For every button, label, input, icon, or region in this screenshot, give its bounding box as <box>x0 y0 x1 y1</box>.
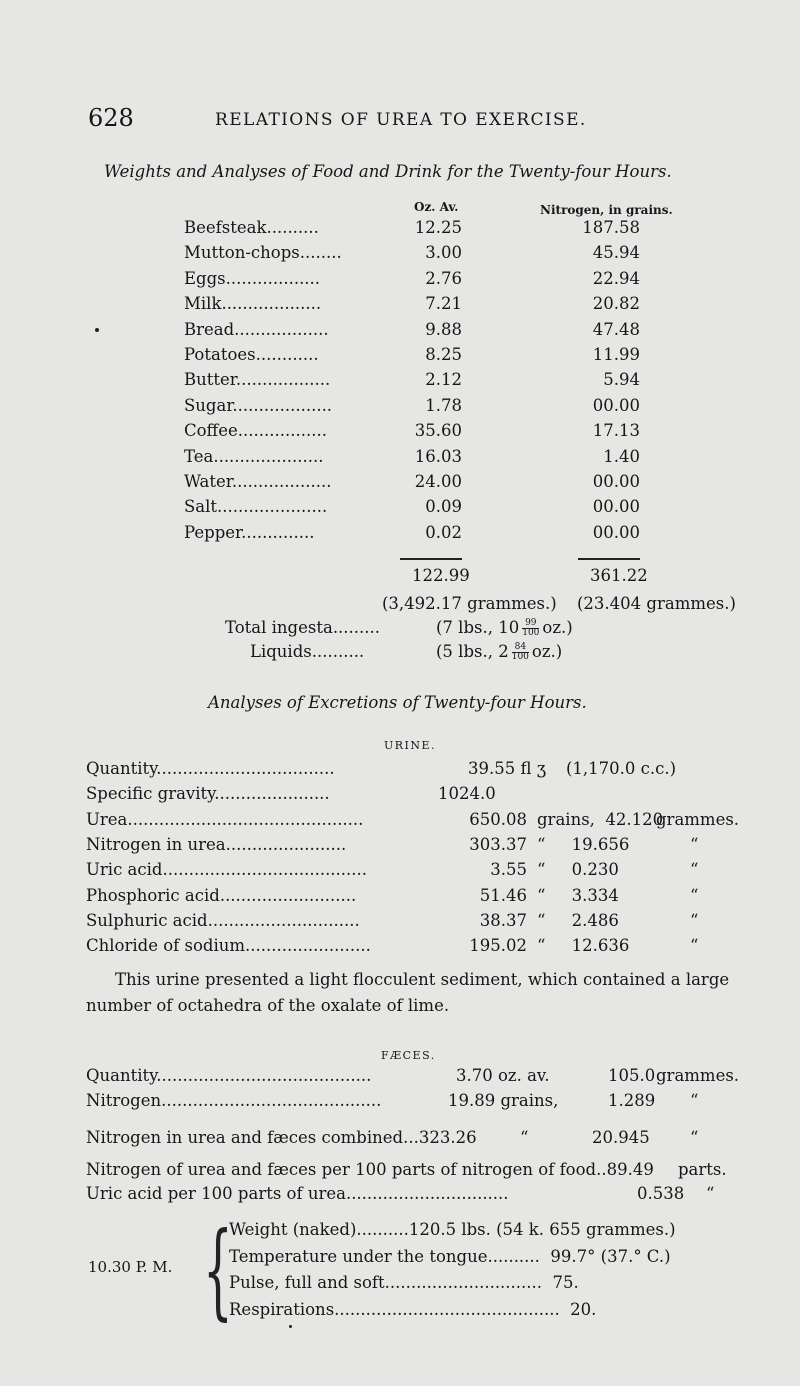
excretions-caption: Analyses of Excretions of Twenty-four Hours. <box>208 693 587 712</box>
faeces-item-unit: grammes. <box>656 1066 740 1085</box>
total-nitrogen-grammes: (23.404 grammes.) <box>577 594 736 613</box>
food-item-label: Coffee................. <box>184 421 327 441</box>
food-item-label: Eggs.................. <box>184 268 321 288</box>
food-item-label: Potatoes............ <box>184 345 319 364</box>
food-item-nitrogen: 20.82 <box>592 294 640 314</box>
food-item-oz: 2.76 <box>425 268 462 288</box>
food-item-oz: 7.21 <box>425 294 462 314</box>
total-oz-grammes: (3,492.17 grammes.) <box>382 594 557 613</box>
food-item-oz: 0.09 <box>425 497 462 517</box>
food-item-nitrogen: 187.58 <box>582 218 640 237</box>
urine-item-unit: “ <box>690 910 699 930</box>
per100-nitrogen-line: Nitrogen of urea and fæces per 100 parts of nitrogen of food..89.49 <box>86 1160 654 1179</box>
sum-rule-nitrogen <box>578 558 640 560</box>
urine-item-label: Sulphuric acid............................. <box>86 910 360 930</box>
per100-nitrogen-unit: parts. <box>678 1160 727 1179</box>
urine-item-unit: “ <box>690 834 699 854</box>
urine-item-unit: “ <box>690 885 699 905</box>
urine-heading: URINE. <box>384 739 437 752</box>
urine-item-label: Quantity.................................. <box>86 759 335 778</box>
urine-note-line1: This urine presented a light flocculent sediment, which contained a large <box>115 970 730 989</box>
sum-rule-oz <box>400 558 462 560</box>
urine-item-label: Chloride of sodium........................ <box>86 936 371 956</box>
food-item-label: Water................... <box>184 472 332 491</box>
food-item-label: Mutton-chops........ <box>184 243 342 263</box>
evening-observation-line: Weight (naked)..........120.5 lbs. (54 k. 655 grammes.) <box>229 1220 676 1239</box>
food-item-nitrogen: 00.00 <box>592 395 640 415</box>
urine-note-line2: number of octahedra of the oxalate of lime. <box>86 996 450 1015</box>
urine-item-unit: grammes. <box>656 809 740 829</box>
liquids-label: Liquids.......... <box>250 642 365 661</box>
food-item-oz: 24.00 <box>414 472 462 491</box>
combined-nitrogen-value: 20.945 <box>592 1128 650 1147</box>
food-item-label: Bread.................. <box>184 319 329 339</box>
food-item-nitrogen: 5.94 <box>603 370 640 390</box>
urine-item-value: 51.46 <box>479 885 527 905</box>
stray-mark <box>95 328 99 332</box>
urine-item-grammes: “ 12.636 <box>537 936 630 956</box>
food-item-label: Tea..................... <box>184 446 324 466</box>
fraction: $\frac{99}{100}$ <box>522 618 540 638</box>
urine-item-label: Specific gravity...................... <box>86 784 330 804</box>
urine-item-value: 1024.0 <box>438 784 496 804</box>
faeces-item-grammes: 105.0 <box>608 1066 656 1085</box>
faeces-item-label: Nitrogen.......................................... <box>86 1091 382 1110</box>
food-item-oz: 9.88 <box>425 319 462 339</box>
urine-item-value: 39.55 fl ʒ <box>468 759 547 778</box>
urine-item-value: 303.37 <box>469 834 527 854</box>
urine-item-grammes: (1,170.0 c.c.) <box>566 759 677 778</box>
total-oz: 122.99 <box>412 566 470 585</box>
urine-item-label: Urea............................................. <box>86 809 364 829</box>
faeces-item-unit: “ <box>690 1091 699 1110</box>
total-ingesta-value: (7 lbs., 10 $\frac{99}{100}$ oz.) <box>436 618 573 638</box>
food-item-label: Salt..................... <box>184 497 328 517</box>
fraction: $\frac{84}{100}$ <box>511 642 529 662</box>
col-header-nitrogen: Nitrogen, in grains. <box>540 203 673 217</box>
faeces-item-value: 3.70 oz. av. <box>456 1066 550 1085</box>
urine-item-grammes: “ 2.486 <box>537 910 619 930</box>
faeces-item-label: Quantity......................................... <box>86 1066 372 1085</box>
total-ingesta-label: Total ingesta......... <box>225 618 381 637</box>
food-item-oz: 16.03 <box>414 446 462 466</box>
food-item-nitrogen: 45.94 <box>592 243 640 263</box>
uric-per100-value: 0.538 <box>637 1184 685 1203</box>
food-item-oz: 0.02 <box>425 522 462 542</box>
food-item-label: Butter.................. <box>184 370 331 390</box>
urine-item-label: Nitrogen in urea....................... <box>86 834 347 854</box>
food-item-oz: 3.00 <box>425 243 462 263</box>
urine-item-value: 38.37 <box>479 910 527 930</box>
col-header-oz: Oz. Av. <box>414 200 459 214</box>
evening-observation-line: Pulse, full and soft.............................. 75. <box>229 1273 579 1292</box>
evening-time: 10.30 P. M. <box>88 1258 173 1276</box>
urine-item-value: 3.55 <box>490 860 527 880</box>
food-item-nitrogen: 00.00 <box>592 472 640 491</box>
food-item-oz: 35.60 <box>414 421 462 441</box>
food-item-oz: 12.25 <box>414 218 462 237</box>
urine-item-unit: “ <box>690 936 699 956</box>
combined-nitrogen-label: Nitrogen in urea and fæces combined...323.26 <box>86 1128 477 1147</box>
food-item-nitrogen: 11.99 <box>592 345 640 364</box>
urine-item-grammes: “ 0.230 <box>537 860 619 880</box>
uric-per100-line: Uric acid per 100 parts of urea............................... <box>86 1184 509 1203</box>
food-item-nitrogen: 22.94 <box>592 268 640 288</box>
ditto-mark: “ <box>690 1128 699 1147</box>
brace: { <box>203 1209 233 1331</box>
food-item-label: Milk................... <box>184 294 322 314</box>
food-table-caption: Weights and Analyses of Food and Drink for the Twenty-four Hours. <box>104 162 672 181</box>
food-item-label: Pepper.............. <box>184 522 315 542</box>
urine-item-value: 650.08 <box>469 809 527 829</box>
total-nitrogen: 361.22 <box>590 566 648 585</box>
urine-item-label: Phosphoric acid.......................... <box>86 885 357 905</box>
page-number: 628 <box>88 104 134 132</box>
urine-item-grammes: grains, 42.120 <box>537 809 664 829</box>
food-item-oz: 1.78 <box>425 395 462 415</box>
faeces-heading: FÆCES. <box>381 1049 436 1062</box>
urine-item-label: Uric acid....................................... <box>86 860 368 880</box>
food-item-label: Beefsteak.......... <box>184 218 319 237</box>
food-item-nitrogen: 47.48 <box>592 319 640 339</box>
food-item-oz: 8.25 <box>425 345 462 364</box>
ditto-mark: “ <box>520 1128 529 1147</box>
food-item-nitrogen: 00.00 <box>592 497 640 517</box>
urine-item-value: 195.02 <box>469 936 527 956</box>
urine-item-unit: “ <box>690 860 699 880</box>
faeces-item-value: 19.89 grains, <box>448 1091 559 1110</box>
evening-observation-line: Temperature under the tongue.......... 99.7° (37.° C.) <box>229 1246 671 1266</box>
urine-item-grammes: “ 3.334 <box>537 885 619 905</box>
evening-observation-line: Respirations........................................... 20. <box>229 1299 597 1319</box>
faeces-item-grammes: 1.289 <box>608 1091 656 1110</box>
food-item-nitrogen: 17.13 <box>592 421 640 441</box>
food-item-nitrogen: 00.00 <box>592 522 640 542</box>
running-title: RELATIONS OF UREA TO EXERCISE. <box>215 110 587 130</box>
food-item-label: Sugar................... <box>184 395 333 415</box>
food-item-nitrogen: 1.40 <box>603 446 640 466</box>
urine-item-grammes: “ 19.656 <box>537 834 630 854</box>
ditto-mark: “ <box>706 1184 715 1203</box>
stray-mark <box>289 1325 292 1328</box>
liquids-value: (5 lbs., 2 $\frac{84}{100}$ oz.) <box>436 642 563 662</box>
food-item-oz: 2.12 <box>425 370 462 390</box>
